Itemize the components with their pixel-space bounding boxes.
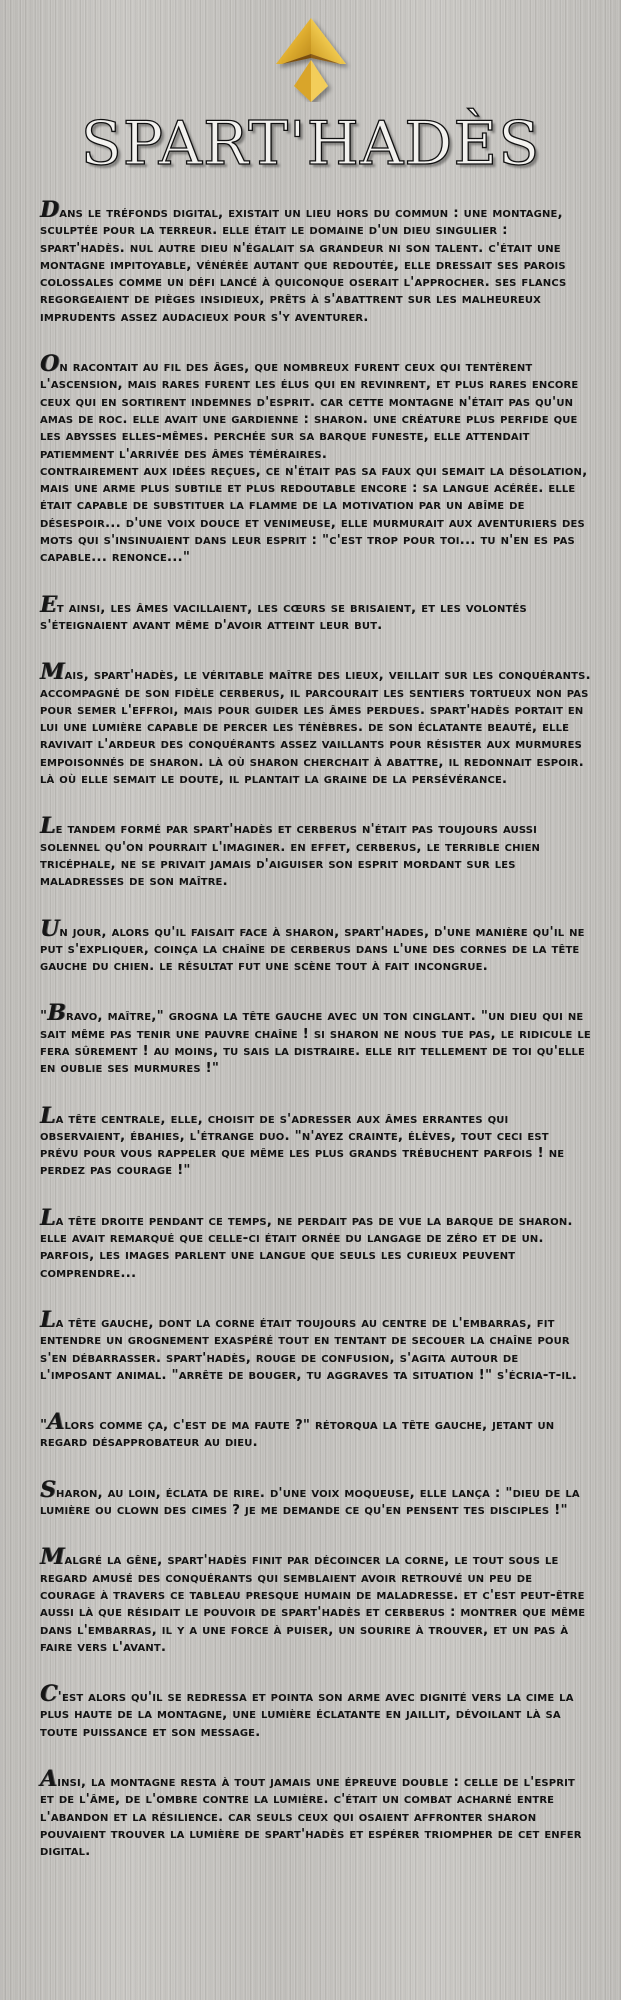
drop-cap: S — [40, 1476, 57, 1503]
paragraph-continuation: contrairement aux idées reçues, ce n'était pas sa faux qui semait la désolation, mais une arme plus subtile et plus redoutable encore : sa langue acérée. elle était capable de substituer la flamme de la motivation par un abîme de désespoir... d'une voix douce et venimeuse, elle murmurait aux aventuriers des mots qui s'insinuaient dans leur esprit : "c'est trop pour toi... tu n'en es pas capable... renonce..." — [40, 462, 588, 566]
gold-chevron-arrow-icon — [268, 16, 354, 102]
drop-cap: E — [40, 591, 57, 618]
paragraph-text: ravo, maître," grogna la tête gauche avec un ton cinglant. "un dieu qui ne sait même pas tenir une pauvre chaîne ! si sharon ne nous tue pas, le ridicule le fera sûrement ! au moins, tu sais la distraire. elle rit tellement de toi qu'elle en oublie ses murmures !" — [40, 1008, 591, 1077]
paragraph-text: a tête gauche, dont la corne était toujours au centre de l'embarras, fit entendre un grognement exaspéré tout en tentant de secouer la chaîne pour s'en débarrasser. spart'hadès, rouge de confusion, s'agita autour de l'imposant animal. "arrête de bouger, tu aggraves ta situation !" s'écria-t-il. — [40, 1314, 578, 1383]
drop-cap: C — [40, 1681, 58, 1708]
story-paragraph — [40, 1476, 592, 1520]
story-paragraph — [40, 659, 592, 788]
paragraph-text: insi, la montagne resta à tout jamais une épreuve double : celle de l'esprit et de l'âme, de l'ombre contre la lumière. c'était un combat acharné entre l'abandon et la résilience. car seuls ceux qui osaient affronter sharon pouvaient trouver la lumière de spart'hadès et espérer triompher de cet enfer digital. — [40, 1774, 582, 1860]
story-paragraph — [40, 1544, 592, 1656]
paragraph-text: e tandem formé par spart'hadès et cerberus n'était pas toujours aussi solennel qu'on pourrait l'imaginer. en effet, cerberus, le terrible chien tricéphale, ne se privait jamais d'aiguiser son esprit mordant sur les maladresses de son maître. — [40, 821, 541, 890]
quote-mark: " — [40, 1417, 48, 1434]
story-paragraph — [40, 1102, 592, 1180]
paragraph-text: lors comme ça, c'est de ma faute ?" rétorqua la tête gauche, jetant un regard désapprobateur au dieu. — [40, 1417, 555, 1451]
paragraph-text: n racontait au fil des âges, que nombreux furent ceux qui tentèrent l'ascension, mais rares furent les élus qui en revinrent, et plus rares encore ceux qui en sortirent indemnes d'esprit. car cette montagne n'était pas qu'un amas de roc. elle avait une gardienne : sharon. une créature plus perfide que les abysses elles-mêmes. perchée sur sa barque funeste, elle attendait patiemment l'arrivée des âmes téméraires. — [40, 359, 579, 462]
drop-cap: A — [40, 1766, 58, 1792]
paragraph-text: algré la gêne, spart'hadès finit par décoincer la corne, le tout sous le regard amusé des conquérants qui semblaient avoir retrouvé un peu de courage à travers ce tableau presque humain de maladresse. et c'est peut-être aussi là que résidait le pouvoir de spart'hadès et cerberus : montrer que même dans l'embarras, il y a une force à puiser, un sourire à trouver, et un pas à faire vers l'avant. — [40, 1552, 586, 1655]
paragraph-text: t ainsi, les âmes vacillaient, les cœurs se brisaient, et les volontés s'éteignaient avant même d'avoir atteint leur but. — [40, 599, 527, 633]
story-paragraph — [40, 197, 592, 326]
paragraph-text: a tête centrale, elle, choisit de s'adresser aux âmes errantes qui observaient, ébahies, l'étrange duo. "n'ayez crainte, élèves, tout ceci est prévu pour vous rappeler que même les plus grands trébuchent parfois ! ne perdez pas courage !" — [40, 1110, 565, 1179]
paragraph-text: ais, spart'hadès, le véritable maître des lieux, veillait sur les conquérants. accompagné de son fidèle cerberus, il parcourait les sentiers tortueux non pas pour semer l'effroi, mais pour guider les âmes perdues. spart'hadès portait en lui une lumière capable de percer les ténèbres. de son éclatante beauté, elle ravivait l'ardeur des conquérants assez vaillants pour résister aux murmures empoisonnés de sharon. là où sharon cherchait à abattre, il redonnait espoir. là où elle semait le doute, il plantait la graine de la persévérance. — [40, 667, 591, 788]
drop-cap: U — [40, 915, 60, 942]
paragraph-text: 'est alors qu'il se redressa et pointa son arme avec dignité vers la cime la plus haute de la montagne, une lumière éclatante en jaillit, dévoilant là sa toute puissance et son message. — [40, 1689, 574, 1740]
drop-cap: D — [40, 197, 60, 223]
drop-cap: L — [40, 1102, 56, 1129]
drop-cap: L — [40, 813, 56, 840]
paragraph-text: ans le tréfonds digital, existait un lieu hors du commun : une montagne, sculptée pour la terreur. elle était le domaine d'un dieu singulier : spart'hadès. nul autre dieu n'égalait sa grandeur ni son talent. c'était une montagne impitoyable, vénérée autant que redoutée, elle dressait ses parois colossales comme un défi lancé à quiconque oserait l'approcher. ses flancs regorgeaient de pièges insidieux, prêts à s'abattrent sur les malheureux imprudents assez audacieux pour s'y aventurer. — [40, 205, 567, 325]
paragraph-text: a tête droite pendant ce temps, ne perdait pas de vue la barque de sharon. elle avait remarqué que celle-ci était ornée du langage de zéro et de un. parfois, les images parlent une langue que seuls les curieux peuvent comprendre... — [40, 1212, 573, 1281]
story-paragraph — [40, 1306, 592, 1384]
story-paragraph — [40, 1681, 592, 1741]
paragraph-text: n jour, alors qu'il faisait face à sharon, spart'hades, d'une manière qu'il ne put s'expliquer, coinça la chaîne de cerberus dans l'une des cornes de la tête gauche du chien. le résultat fut une scène tout à fait incongrue. — [40, 923, 585, 975]
drop-cap: M — [40, 1544, 65, 1571]
drop-cap: A — [47, 1409, 65, 1436]
drop-cap: O — [40, 351, 60, 378]
story-paragraph — [40, 591, 592, 635]
story-body — [40, 197, 592, 1860]
story-paragraph — [40, 351, 592, 567]
paragraph-text: haron, au loin, éclata de rire. d'une voix moqueuse, elle lança : "dieu de la lumière ou clown des cimes ? je me demande ce qu'en pensent tes disciples !" — [40, 1484, 580, 1519]
drop-cap: L — [40, 1306, 56, 1333]
story-paragraph — [40, 915, 592, 976]
story-paragraph — [40, 1409, 592, 1452]
story-paragraph — [40, 813, 592, 890]
story-paragraph — [40, 1000, 592, 1077]
story-paragraph — [40, 1766, 592, 1860]
drop-cap: M — [40, 659, 65, 686]
quote-mark: " — [40, 1008, 48, 1025]
drop-cap: L — [40, 1204, 56, 1231]
drop-cap: B — [47, 1000, 66, 1027]
page-title: SPART'HADÈS — [80, 109, 541, 179]
story-paragraph — [40, 1204, 592, 1282]
